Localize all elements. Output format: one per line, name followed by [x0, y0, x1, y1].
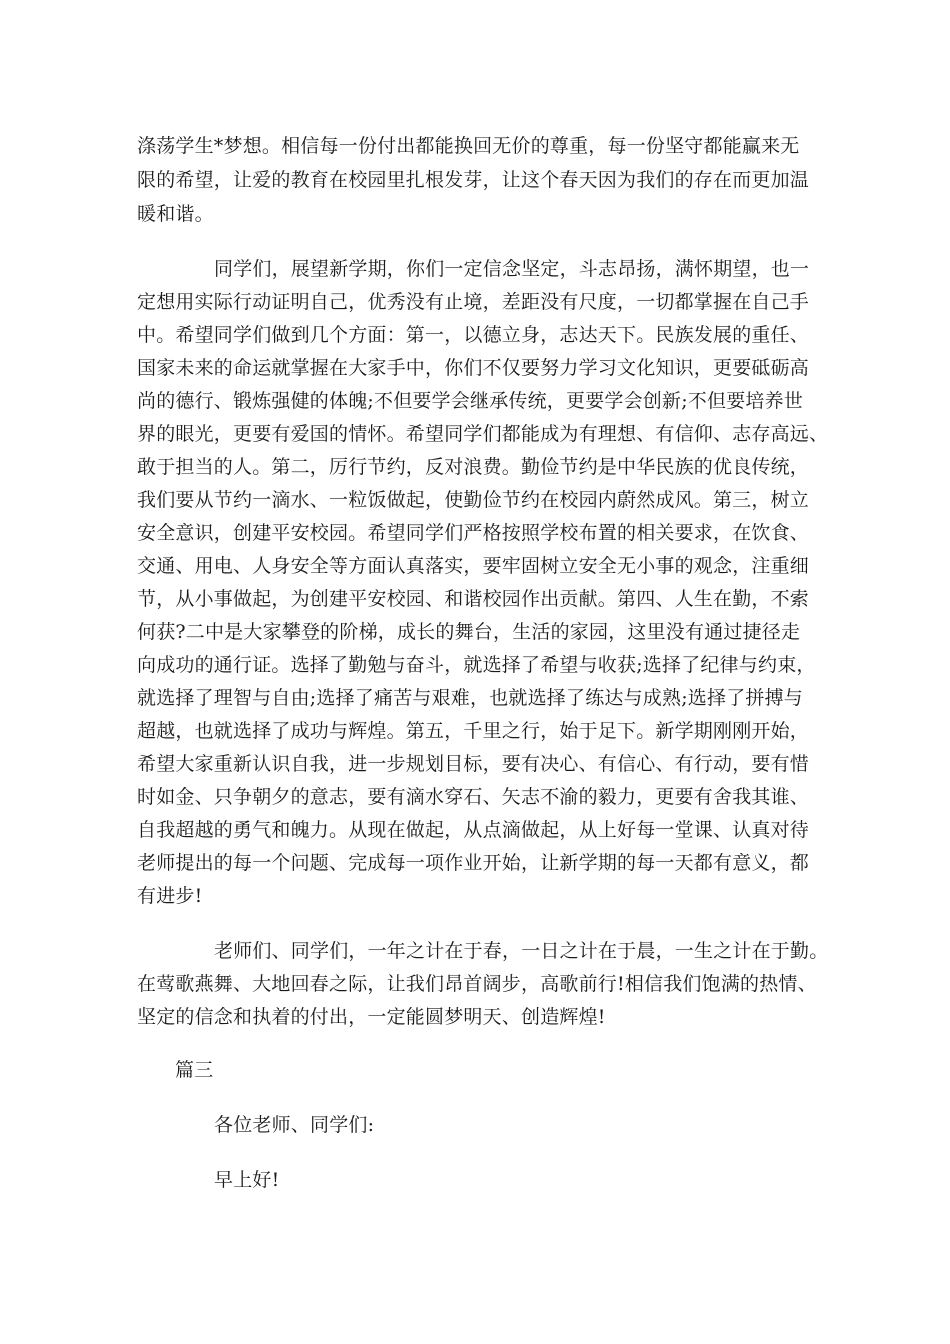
text-line: 自我超越的勇气和魄力。从现在做起，从点滴做起，从上好每一堂课、认真对待: [137, 819, 810, 841]
text-line: 国家未来的命运就掌握在大家手中，你们不仅要努力学习文化知识，更要砥砺高: [137, 357, 810, 379]
text-line: 在莺歌燕舞、大地回春之际，让我们昂首阔步，高歌前行!相信我们饱满的热情、: [137, 973, 817, 995]
text-line: 暖和谐。: [137, 203, 214, 225]
text-line: 安全意识，创建平安校园。希望同学们严格按照学校布置的相关要求，在饮食、: [137, 522, 810, 544]
text-line: 界的眼光，更要有爱国的情怀。希望同学们都能成为有理想、有信仰、志存高远、: [137, 423, 829, 445]
text-line: 尚的德行、锻炼强健的体魄;不但要学会继承传统，更要学会创新;不但要培养世: [137, 390, 804, 412]
text-line: 有进步!: [137, 885, 203, 907]
section-heading: 篇三: [175, 1059, 214, 1081]
text-line: 坚定的信念和执着的付出，一定能圆梦明天、创造辉煌!: [137, 1006, 606, 1028]
text-line: 老师们、同学们，一年之计在于春，一日之计在于晨，一生之计在于勤。: [214, 940, 829, 962]
text-line: 敢于担当的人。第二，厉行节约，反对浪费。勤俭节约是中华民族的优良传统，: [137, 456, 810, 478]
text-line: 限的希望，让爱的教育在校园里扎根发芽，让这个春天因为我们的存在而更加温: [137, 169, 810, 191]
text-line: 节，从小事做起，为创建平安校园、和谐校园作出贡献。第四、人生在勤，不索: [137, 588, 810, 610]
text-line: 涤荡学生*梦想。相信每一份付出都能换回无价的尊重，每一份坚守都能赢来无: [137, 135, 800, 157]
text-line: 老师提出的每一个问题、完成每一项作业开始，让新学期的每一天都有意义，都: [137, 852, 810, 874]
text-line: 希望大家重新认识自我，进一步规划目标，要有决心、有信心、有行动，要有惜: [137, 753, 810, 775]
greeting: 早上好!: [214, 1169, 280, 1191]
text-line: 同学们，展望新学期，你们一定信念坚定，斗志昂扬，满怀期望，也一: [214, 258, 810, 280]
text-line: 定想用实际行动证明自己，优秀没有止境，差距没有尺度，一切都掌握在自己手: [137, 291, 810, 313]
text-line: 交通、用电、人身安全等方面认真落实，要牢固树立安全无小事的观念，注重细: [137, 555, 810, 577]
text-line: 时如金、只争朝夕的意志，要有滴水穿石、矢志不渝的毅力，更要有舍我其谁、: [137, 786, 810, 808]
text-line: 就选择了理智与自由;选择了痛苦与艰难，也就选择了练达与成熟;选择了拼搏与: [137, 687, 804, 709]
text-line: 何获?二中是大家攀登的阶梯，成长的舞台，生活的家园，这里没有通过捷径走: [137, 621, 801, 643]
text-line: 向成功的通行证。选择了勤勉与奋斗，就选择了希望与收获;选择了纪律与约束，: [137, 654, 816, 676]
text-line: 我们要从节约一滴水、一粒饭做起，使勤俭节约在校园内蔚然成风。第三，树立: [137, 489, 810, 511]
text-line: 中。希望同学们做到几个方面：第一，以德立身，志达天下。民族发展的重任、: [137, 324, 810, 346]
salutation: 各位老师、同学们:: [214, 1114, 375, 1136]
text-line: 超越，也就选择了成功与辉煌。第五，千里之行，始于足下。新学期刚刚开始，: [137, 720, 810, 742]
